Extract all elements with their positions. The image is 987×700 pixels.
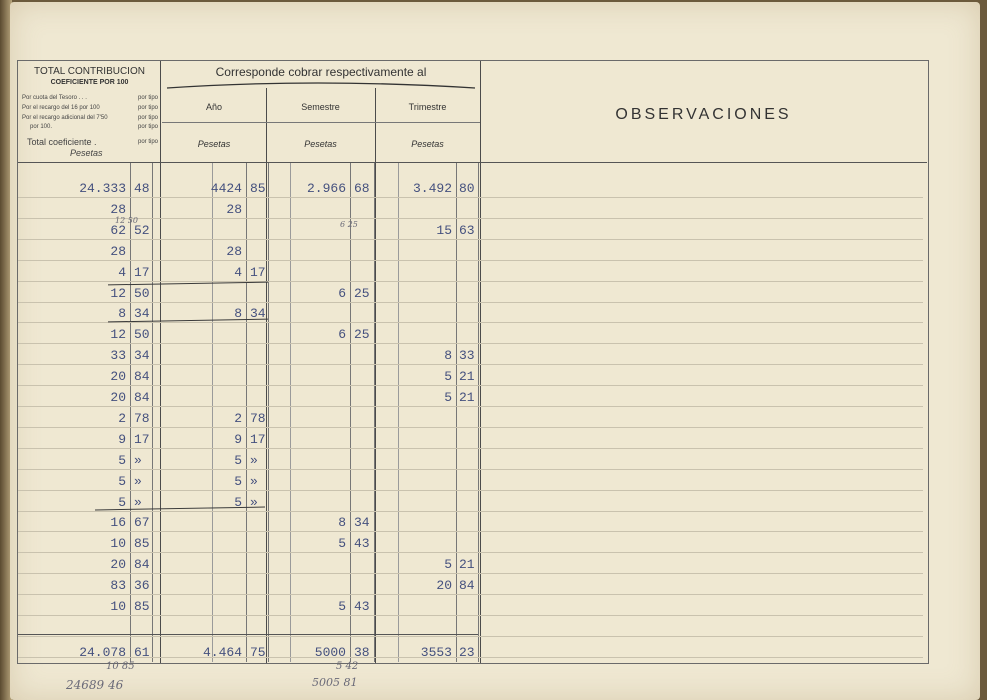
cell-ac: 17 (250, 264, 266, 280)
por-tipo-1: por tipo (138, 95, 159, 101)
ruled-line (18, 531, 923, 532)
cents-divider (374, 162, 375, 662)
ruled-line (18, 594, 923, 595)
cell-ac: 85 (250, 181, 266, 196)
cell-ac: 34 (250, 306, 266, 322)
col-divider (266, 88, 267, 663)
cell-total: 10 (110, 599, 126, 614)
ruled-line (18, 469, 923, 470)
ruled-line (18, 364, 923, 365)
cell-tc: 84 (134, 390, 150, 405)
cell-sc: 34 (354, 515, 370, 531)
cell-sem: 8 (338, 515, 346, 531)
trimestre-sum: 3553 (420, 645, 452, 660)
ruled-line (18, 197, 923, 198)
cell-tc: 34 (134, 348, 150, 364)
cell-tc: 34 (134, 306, 150, 322)
cell-tcc: 33 (459, 348, 475, 364)
pesetas-trimestre: Pesetas (411, 139, 444, 149)
total-contribucion-title: TOTAL CONTRIBUCION (34, 66, 145, 77)
anio-sum: 4.464 (202, 645, 242, 660)
ruled-line (18, 385, 923, 386)
pesetas-semestre: Pesetas (304, 139, 337, 149)
cell-tc: 17 (134, 264, 150, 280)
cell-tc: 67 (134, 515, 150, 531)
cell-total: 5 (118, 494, 126, 510)
cell-anio: 9 (234, 431, 242, 447)
pencil-note: 24689 46 (66, 678, 124, 692)
cell-total: 12 (110, 285, 126, 301)
cell-anio: 8 (234, 306, 242, 322)
cell-ac: » (250, 473, 258, 489)
cell-tc: 17 (134, 431, 150, 447)
cell-tc: 52 (134, 222, 150, 238)
cell-total: 83 (110, 578, 126, 594)
cell-tri: 5 (444, 557, 452, 573)
ruled-line (18, 573, 923, 574)
cell-sc: 43 (354, 599, 370, 614)
cell-tc: 84 (134, 369, 150, 385)
cell-anio: 4 (234, 264, 242, 280)
cell-total: 2 (118, 410, 126, 426)
cell-anio: 5 (234, 452, 242, 468)
pesetas-anio: Pesetas (197, 139, 231, 149)
cell-anio: 28 (226, 201, 242, 217)
ruled-line (18, 490, 923, 491)
header-sub-line (162, 122, 480, 123)
cell-tc: 50 (134, 285, 150, 301)
corresponde-title: Corresponde cobrar respectivamente al (215, 65, 427, 79)
pencil-note: 5005 81 (312, 676, 358, 689)
cents-divider (130, 162, 131, 662)
cell-total: 20 (110, 369, 126, 385)
cell-tc: » (134, 473, 142, 489)
cell-total: 5 (118, 452, 126, 468)
cents-divider (478, 162, 479, 662)
cell-total: 10 (110, 536, 126, 552)
cents-divider (246, 162, 247, 662)
pencil-note: 6 25 (340, 220, 358, 229)
cell-ac: 17 (250, 431, 266, 447)
cell-total: 33 (110, 348, 126, 364)
ruled-line (18, 615, 923, 616)
trimestre-header: Trimestre (408, 102, 447, 112)
cell-tcc: 21 (459, 557, 475, 573)
cell-sc: 25 (354, 327, 370, 343)
cell-tri: 20 (436, 578, 452, 594)
cell-tc: » (134, 452, 142, 468)
cents-divider (350, 162, 351, 662)
cell-anio: 2 (234, 410, 242, 426)
cell-anio: 4424 (210, 181, 242, 196)
cell-tri: 15 (436, 222, 452, 238)
ruled-line (18, 427, 923, 428)
coeficiente-title: COEFICIENTE POR 100 (50, 79, 129, 86)
cell-sem: 5 (338, 536, 346, 552)
ruled-line (18, 406, 923, 407)
row-label-4: por 100. (30, 124, 53, 130)
cell-tc: 78 (134, 410, 150, 426)
col-divider (375, 88, 376, 663)
cell-total: 4 (118, 264, 126, 280)
ruled-line (18, 302, 923, 303)
header-bracket (165, 78, 477, 90)
cell-tri: 8 (444, 348, 452, 364)
cell-total: 20 (110, 390, 126, 405)
total-coeficiente-label: Total coeficiente . (27, 137, 97, 147)
cell-ac: 78 (250, 410, 266, 426)
cell-sc: 68 (354, 181, 370, 196)
cell-sc: 25 (354, 285, 370, 301)
pencil-note: 12 50 (115, 216, 138, 225)
cell-tc: » (134, 494, 142, 510)
row-label-1: Por cuota del Tesoro . . . (22, 95, 87, 101)
total-sum: 24.078 (79, 645, 126, 660)
por-tipo-4: por tipo (138, 124, 159, 130)
cell-total: 5 (118, 473, 126, 489)
anio-header: Año (205, 102, 222, 112)
ruled-line (18, 511, 923, 512)
cell-total: 28 (110, 201, 126, 217)
pencil-note: 5 42 (336, 661, 359, 672)
ruled-line (18, 239, 923, 240)
cell-total: 62 (110, 222, 126, 238)
cell-tc: 85 (134, 536, 150, 552)
pencil-note: 10 85 (106, 661, 135, 672)
cents-divider (290, 162, 291, 662)
cell-tri: 3.492 (412, 181, 452, 196)
cell-total: 8 (118, 306, 126, 322)
cell-total: 24.333 (79, 181, 126, 196)
row-label-2: Por el recargo del 16 por 100 (22, 105, 100, 111)
cell-tc: 50 (134, 327, 150, 343)
cell-anio: 5 (234, 473, 242, 489)
cell-tc: 84 (134, 557, 150, 573)
cell-tc: 48 (134, 181, 150, 196)
ruled-line (18, 281, 923, 282)
cell-total: 20 (110, 557, 126, 573)
pesetas-label-total: Pesetas (70, 148, 103, 158)
ruled-line (18, 260, 923, 261)
cell-total: 12 (110, 327, 126, 343)
cell-tcc: 84 (459, 578, 475, 594)
cell-sem: 6 (338, 327, 346, 343)
ruled-line (18, 343, 923, 344)
cell-ac: » (250, 494, 258, 510)
cell-tcc: 21 (459, 390, 475, 405)
semestre-header: Semestre (301, 102, 340, 112)
ruled-line (18, 322, 923, 323)
anio-sum-cents: 75 (250, 645, 266, 660)
ruled-line (18, 552, 923, 553)
header-bottom-line (18, 162, 927, 163)
total-sum-cents: 61 (134, 645, 150, 660)
cell-anio: 28 (226, 243, 242, 259)
cell-tcc: 80 (459, 181, 475, 196)
por-tipo-3: por tipo (138, 115, 159, 121)
trimestre-sum-cents: 23 (459, 645, 475, 660)
cents-divider (456, 162, 457, 662)
cents-divider (268, 162, 269, 662)
semestre-sum-cents: 38 (354, 645, 370, 660)
cell-tri: 5 (444, 390, 452, 405)
cell-total: 28 (110, 243, 126, 259)
cents-divider (152, 162, 153, 662)
cell-sc: 43 (354, 536, 370, 552)
cell-sem: 5 (338, 599, 346, 614)
por-tipo-5: por tipo (138, 139, 159, 145)
ruled-line (18, 218, 923, 219)
cell-tc: 85 (134, 599, 150, 614)
ruled-line (18, 448, 923, 449)
cell-sem: 2.966 (306, 181, 346, 196)
semestre-sum: 5000 (314, 645, 346, 660)
cell-total: 16 (110, 515, 126, 531)
cell-tc: 36 (134, 578, 150, 594)
totals-line (18, 634, 478, 635)
ruled-line (18, 636, 923, 637)
cell-tcc: 63 (459, 222, 475, 238)
cell-total: 9 (118, 431, 126, 447)
por-tipo-2: por tipo (138, 105, 159, 111)
cell-anio: 5 (234, 494, 242, 510)
cell-sem: 6 (338, 285, 346, 301)
cell-tri: 5 (444, 369, 452, 385)
cell-tcc: 21 (459, 369, 475, 385)
row-label-3: Por el recargo adicional del 7'50 (22, 115, 108, 121)
observaciones-header: OBSERVACIONES (615, 106, 792, 123)
cell-ac: » (250, 452, 258, 468)
